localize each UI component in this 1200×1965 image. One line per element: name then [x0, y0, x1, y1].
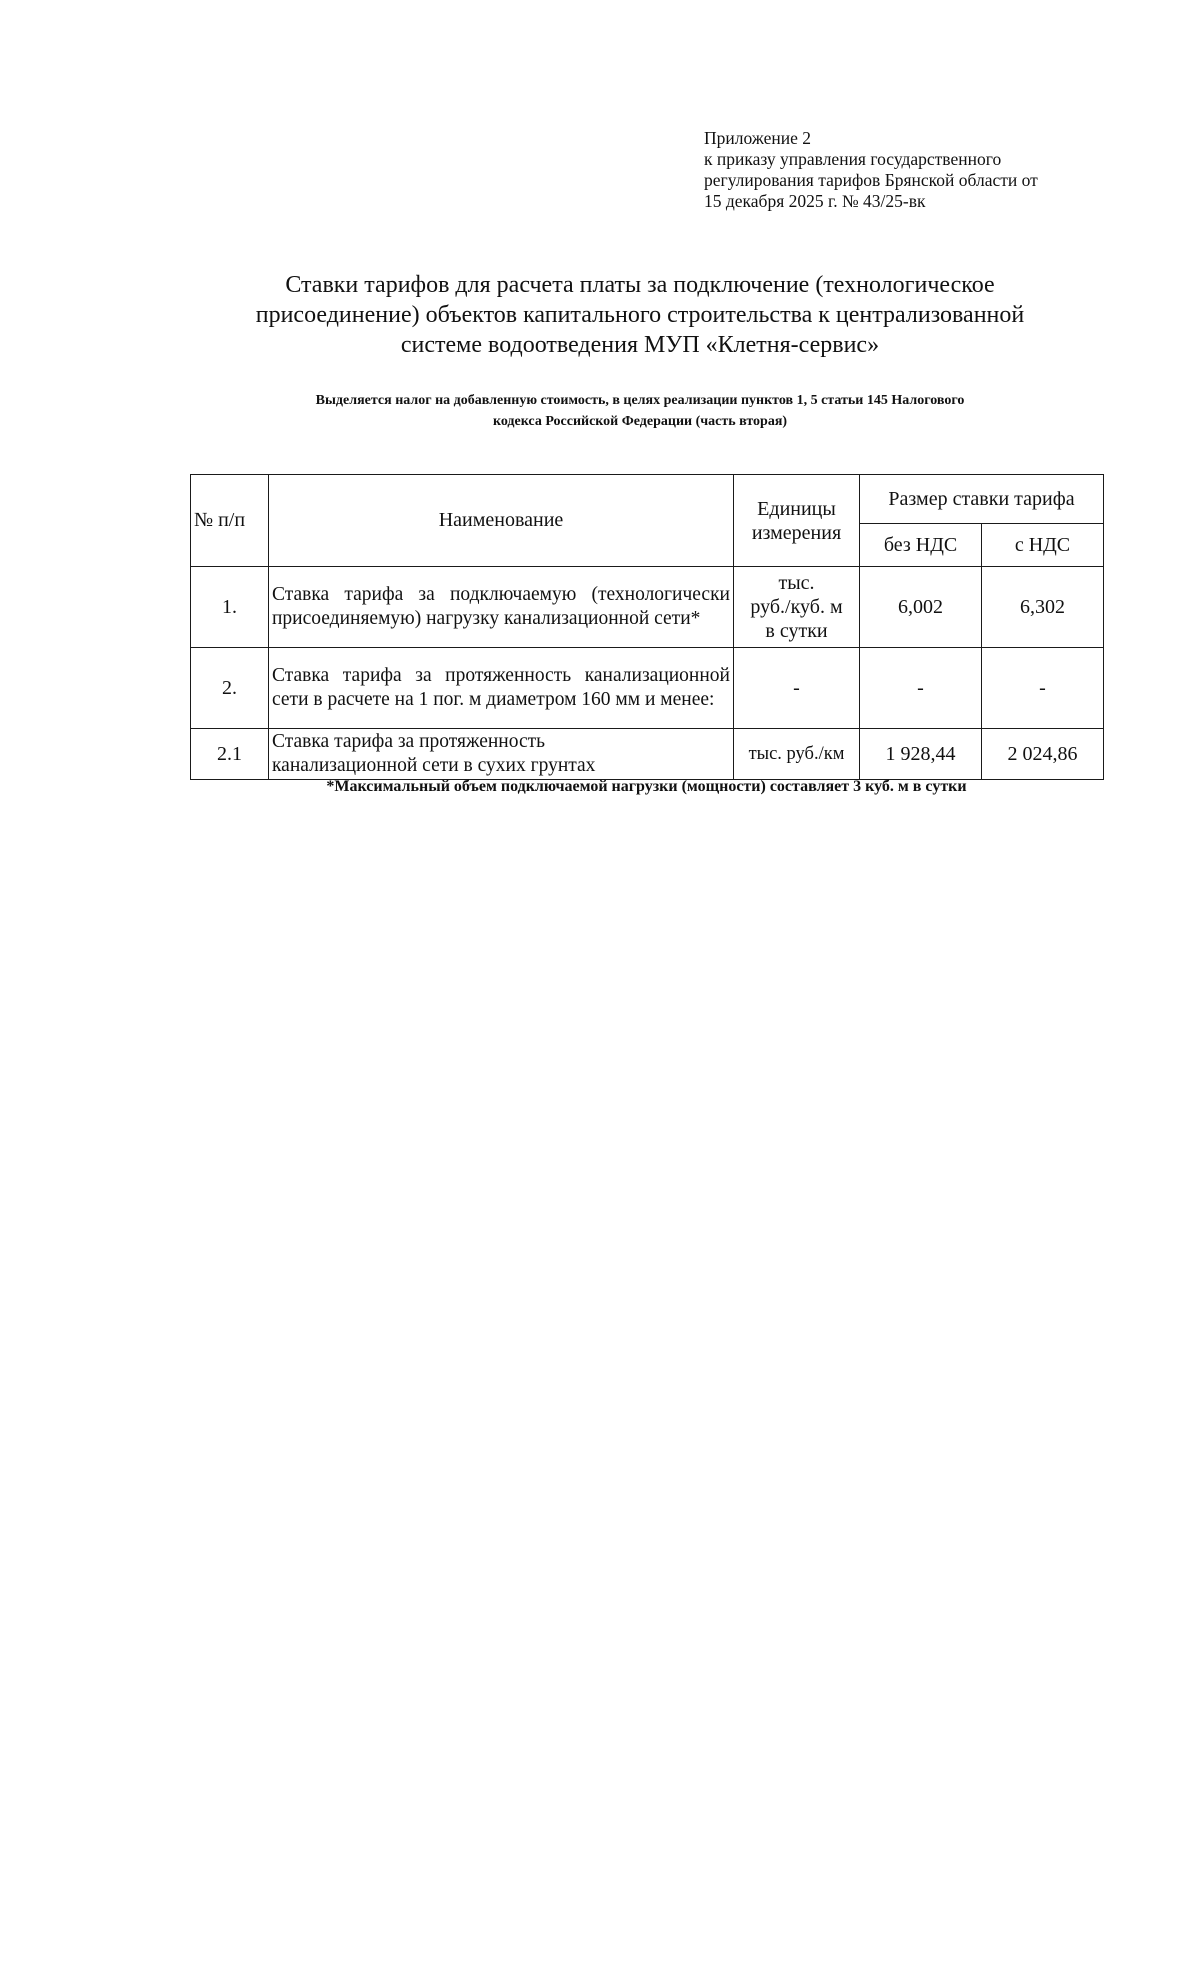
title-line: системе водоотведения МУП «Клетня-сервис»: [400, 332, 880, 358]
header-no-vat: без НДС: [860, 524, 982, 567]
table-row: [191, 729, 1104, 780]
header-rate: Размер ставки тарифа: [860, 475, 1104, 524]
row-name: [269, 729, 734, 780]
row-no-vat: 6,002: [860, 567, 982, 648]
row-with-vat: 6,302: [982, 567, 1104, 648]
table-footnote: *Максимальный объем подключаемой нагрузки (мощности) составляет 3 куб. м в сутки: [326, 778, 967, 795]
header-name: Наименование: [269, 475, 734, 567]
appendix-order-line: регулирования тарифов Брянской области от: [704, 170, 1038, 190]
row-no-vat: 1 928,44: [860, 729, 982, 780]
row-unit-line: тыс.: [778, 572, 815, 594]
row-name-line: Ставка тарифа за протяженность: [272, 731, 546, 752]
vat-note-line: кодекса Российской Федерации (часть вторая): [492, 414, 788, 429]
header-unit-line: Единицы: [757, 497, 836, 520]
row-no-vat: -: [860, 648, 982, 729]
vat-note-line: Выделяется налог на добавленную стоимость, в целях реализации пунктов 1, 5 статьи 145 Налогового: [315, 393, 965, 408]
row-with-vat: 2 024,86: [982, 729, 1104, 780]
row-with-vat: -: [982, 648, 1104, 729]
row-unit: [734, 567, 860, 648]
row-unit-line: в сутки: [765, 620, 828, 642]
tariff-table: [190, 474, 1104, 780]
header-with-vat: с НДС: [982, 524, 1104, 567]
appendix-order-date: 15 декабря 2025 г. № 43/25-вк: [704, 191, 926, 211]
table-row: [191, 567, 1104, 648]
row-unit: -: [734, 648, 860, 729]
document-title: [180, 270, 1100, 360]
row-name: Ставка тарифа за протяженность канализационной сети в расчете на 1 пог. м диаметром 160 мм и менее:: [269, 648, 734, 729]
header-unit: [734, 475, 860, 567]
row-name: Ставка тарифа за подключаемую (технологически присоединяемую) нагрузку канализационной сети*: [269, 567, 734, 648]
appendix-order-line: к приказу управления государственного: [704, 149, 1002, 169]
table-row: [191, 648, 1104, 729]
table-header-row: [191, 475, 1104, 524]
row-num: 1.: [191, 567, 269, 648]
header-unit-line: измерения: [751, 521, 842, 544]
row-unit: тыс. руб./км: [734, 729, 860, 780]
row-num: 2.: [191, 648, 269, 729]
appendix-reference: [704, 128, 1124, 212]
row-num: 2.1: [191, 729, 269, 780]
title-line: Ставки тарифов для расчета платы за подключение (технологическое: [285, 272, 995, 298]
vat-note: [200, 390, 1080, 432]
row-name-line: канализационной сети в сухих грунтах: [272, 755, 596, 776]
appendix-label: Приложение 2: [704, 128, 812, 148]
row-unit-line: руб./куб. м: [750, 596, 843, 618]
title-line: присоединение) объектов капитального строительства к централизованной: [255, 302, 1025, 328]
header-num: № п/п: [191, 475, 269, 567]
